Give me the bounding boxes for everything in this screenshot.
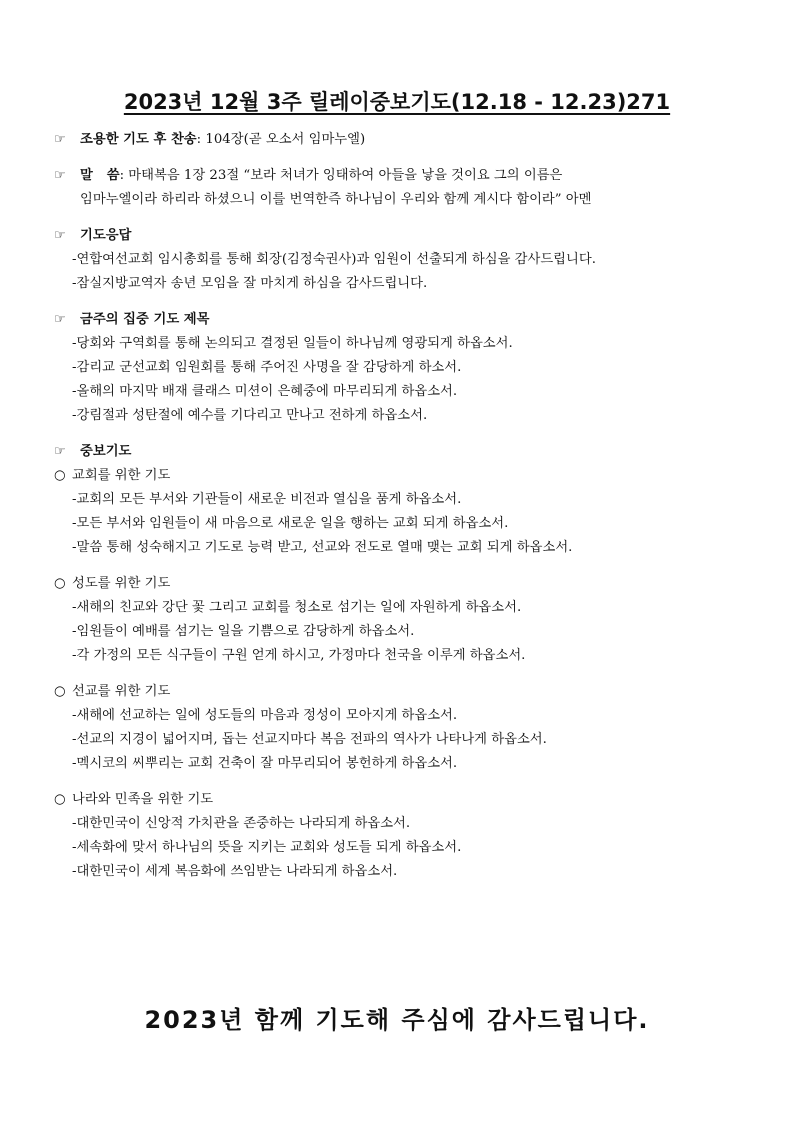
list-item: -임원들이 예배를 섬기는 일을 기쁨으로 감당하게 하옵소서. <box>72 624 415 639</box>
section-church-title <box>54 464 754 488</box>
circle-icon: ○ <box>54 792 66 807</box>
circle-icon: ○ <box>54 684 66 699</box>
section-title: 선교를 위한 기도 <box>72 684 171 699</box>
list-item: -모든 부서와 임원들이 새 마음으로 새로운 일을 행하는 교회 되게 하옵소서. <box>72 516 509 531</box>
circle-icon: ○ <box>54 468 66 483</box>
list-item: -당회와 구역회를 통해 논의되고 결정된 일들이 하나님께 영광되게 하옵소서. <box>72 336 513 351</box>
answers-heading <box>54 224 754 248</box>
list-item: -잠실지방교역자 송년 모임을 잘 마치게 하심을 감사드립니다. <box>72 276 428 291</box>
list-item: -대한민국이 신앙적 가치관을 존중하는 나라되게 하옵소서. <box>72 816 411 831</box>
section-mission-title <box>54 680 754 704</box>
list-item: -감리교 군선교회 임원회를 통해 주어진 사명을 잘 감당하게 하소서. <box>72 360 462 375</box>
pointing-hand-icon: ☞ <box>54 168 66 183</box>
section-saints-title <box>54 572 754 596</box>
list-item: -각 가정의 모든 식구들이 구원 얻게 하시고, 가정마다 천국을 이루게 하옵소서. <box>72 648 526 663</box>
list-item: -새해에 선교하는 일에 성도들의 마음과 정성이 모아지게 하옵소서. <box>72 708 458 723</box>
list-item: -연합여선교회 임시총회를 통해 회장(김정숙권사)과 임원이 선출되게 하심을 감사드립니다. <box>72 252 596 267</box>
list-item: -올해의 마지막 배재 클래스 미션이 은혜중에 마무리되게 하옵소서. <box>72 384 458 399</box>
list-item: -말씀 통해 성숙해지고 기도로 능력 받고, 선교와 전도로 열매 맺는 교회 되게 하옵소서. <box>72 540 573 555</box>
word-line-1: : 마태복음 1장 23절 “보라 처녀가 잉태하여 아들을 낳을 것이요 그의 이름은 <box>119 168 563 183</box>
word-line-2: 임마누엘이라 하리라 하셨으니 이를 번역한즉 하나님이 우리와 함께 계시다 함이라” 아멘 <box>80 192 592 207</box>
circle-icon: ○ <box>54 576 66 591</box>
focus-heading-text: 금주의 집중 기도 제목 <box>80 312 210 327</box>
pointing-hand-icon: ☞ <box>54 132 66 147</box>
list-item: -세속화에 맞서 하나님의 뜻을 지키는 교회와 성도들 되게 하옵소서. <box>72 840 462 855</box>
intercession-heading <box>54 440 754 464</box>
pointing-hand-icon: ☞ <box>54 444 66 459</box>
list-item: -대한민국이 세계 복음화에 쓰임받는 나라되게 하옵소서. <box>72 864 398 879</box>
word-label: 말 씀 <box>80 168 120 183</box>
word-row <box>54 164 754 188</box>
section-title: 교회를 위한 기도 <box>72 468 171 483</box>
hymn-row <box>54 128 754 152</box>
list-item: -교회의 모든 부서와 기관들이 새로운 비전과 열심을 품게 하옵소서. <box>72 492 462 507</box>
list-item: -멕시코의 씨뿌리는 교회 건축이 잘 마무리되어 봉헌하게 하옵소서. <box>72 756 458 771</box>
list-item: -새해의 친교와 강단 꽃 그리고 교회를 청소로 섬기는 일에 자원하게 하옵소서. <box>72 600 522 615</box>
page-title <box>0 86 794 116</box>
closing-message: 2023년 함께 기도해 주심에 감사드립니다. <box>144 1006 650 1034</box>
pointing-hand-icon: ☞ <box>54 228 66 243</box>
page-title-text: 2023년 12월 3주 릴레이중보기도(12.18 - 12.23)271 <box>123 90 671 114</box>
pointing-hand-icon: ☞ <box>54 312 66 327</box>
section-title: 성도를 위한 기도 <box>72 576 171 591</box>
answers-heading-text: 기도응답 <box>80 228 132 243</box>
intercession-heading-text: 중보기도 <box>80 444 132 459</box>
section-nation-title <box>54 788 754 812</box>
list-item: -강림절과 성탄절에 예수를 기다리고 만나고 전하게 하옵소서. <box>72 408 428 423</box>
list-item: -선교의 지경이 넓어지며, 돕는 선교지마다 복음 전파의 역사가 나타나게 하옵소서. <box>72 732 547 747</box>
focus-heading <box>54 308 754 332</box>
hymn-label: 조용한 기도 후 찬송 <box>80 132 197 147</box>
section-title: 나라와 민족을 위한 기도 <box>72 792 214 807</box>
hymn-value: : 104장(곧 오소서 임마누엘) <box>196 132 366 147</box>
content <box>54 128 754 884</box>
